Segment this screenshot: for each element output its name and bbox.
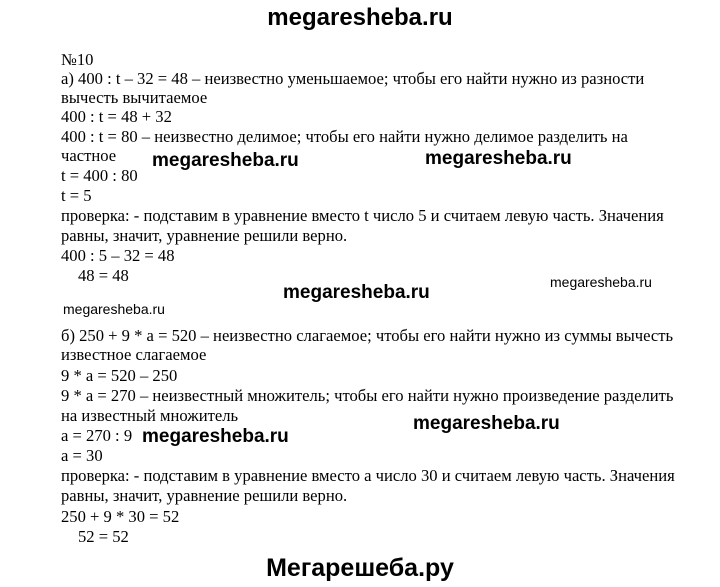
part-b-line-2: известное слагаемое <box>61 345 207 364</box>
part-a-line-5: частное <box>61 146 117 165</box>
watermark: megaresheba.ru <box>413 413 560 434</box>
part-b-line-11: 52 = 52 <box>78 527 129 546</box>
header-watermark: megaresheba.ru <box>267 4 453 31</box>
part-b-line-3: 9 * а = 520 – 250 <box>61 366 178 385</box>
part-b-line-6: а = 270 : 9 <box>61 426 133 445</box>
watermark: megaresheba.ru <box>283 282 430 303</box>
part-a-line-6: t = 400 : 80 <box>61 166 138 185</box>
watermark: megaresheba.ru <box>63 301 165 317</box>
part-b-line-4: 9 * а = 270 – неизвестный множитель; чтобы его найти нужно произведение разделить <box>61 386 674 405</box>
part-a-line-4: 400 : t = 80 – неизвестно делимое; чтобы его найти нужно делимое разделить на <box>61 127 628 146</box>
watermark: megaresheba.ru <box>142 426 289 447</box>
watermark: megaresheba.ru <box>152 150 299 171</box>
part-b-line-10: 250 + 9 * 30 = 52 <box>61 507 180 526</box>
part-b-line-7: а = 30 <box>61 446 103 465</box>
part-a-line-2: вычесть вычитаемое <box>61 88 208 107</box>
part-b-line-8: проверка: - подставим в уравнение вместо а число 30 и считаем левую часть. Значения <box>61 466 675 485</box>
part-a-line-1: а) 400 : t – 32 = 48 – неизвестно уменьшаемое; чтобы его найти нужно из разности <box>61 69 645 88</box>
part-a-line-3: 400 : t = 48 + 32 <box>61 107 172 126</box>
task-number: №10 <box>61 50 94 69</box>
part-b-line-9: равны, значит, уравнение решили верно. <box>61 486 348 505</box>
watermark: megaresheba.ru <box>550 274 652 290</box>
part-b-line-5: на известный множитель <box>61 406 239 425</box>
part-b-line-1: б) 250 + 9 * а = 520 – неизвестно слагаемое; чтобы его найти нужно из суммы вычесть <box>61 326 674 345</box>
part-a-line-11: 48 = 48 <box>78 266 129 285</box>
part-a-line-7: t = 5 <box>61 186 92 205</box>
part-a-line-8: проверка: - подставим в уравнение вместо t число 5 и считаем левую часть. Значения <box>61 206 664 225</box>
part-a-line-10: 400 : 5 – 32 = 48 <box>61 246 175 265</box>
part-a-line-9: равны, значит, уравнение решили верно. <box>61 226 348 245</box>
footer-watermark: Мегарешеба.ру <box>266 554 454 582</box>
watermark: megaresheba.ru <box>425 148 572 169</box>
